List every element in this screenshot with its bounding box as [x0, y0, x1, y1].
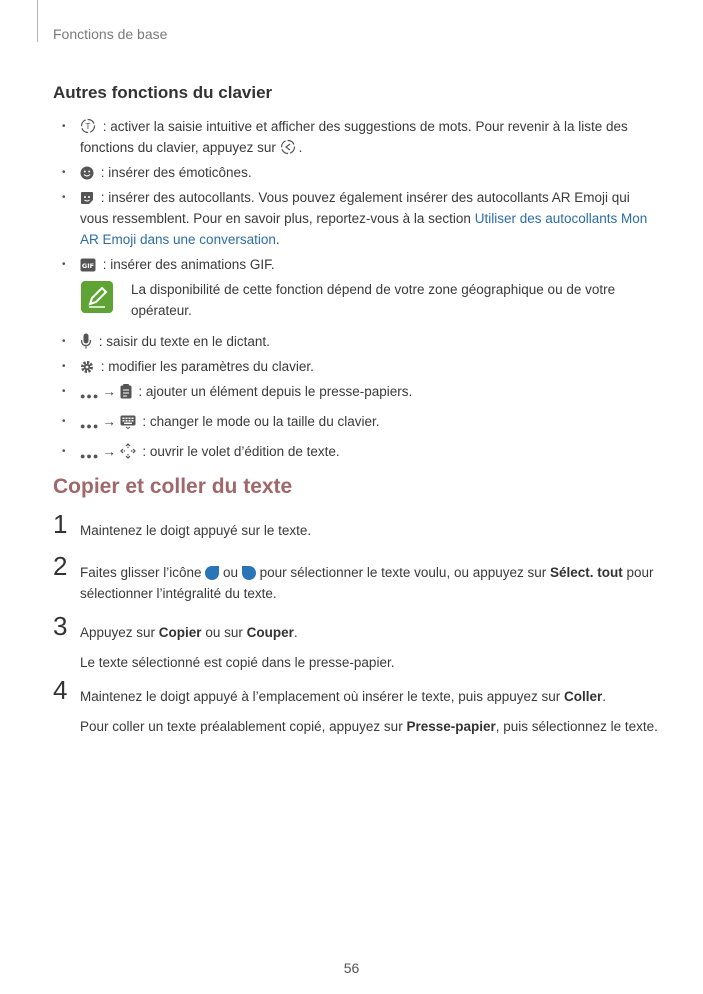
step-number: 4 — [53, 675, 68, 705]
step-text — [80, 686, 660, 737]
list-item-text: : insérer des autocollants. Vous pouvez également insérer des autocollants AR Emoji qui vous ressemblent. Pour en savoir plus, reportez-vous à la section — [80, 190, 630, 226]
sticker-icon — [80, 191, 94, 205]
step-text — [80, 562, 660, 604]
section-header: Fonctions de base — [53, 26, 168, 42]
section-link[interactable]: Utiliser des autocollants Mon AR Emoji dans une conversation — [80, 211, 648, 247]
clipboard-icon — [120, 384, 132, 399]
step-text-part: Faites glisser l’icône — [80, 565, 206, 580]
keyboard-icon — [120, 415, 136, 429]
step-text-part: ou — [219, 565, 242, 580]
list-item-text: : ajouter un élément depuis le presse-papiers. — [134, 384, 413, 399]
copy-section-title: Copier et coller du texte — [53, 475, 293, 498]
paste-label: Coller — [564, 689, 603, 704]
arrow: → — [102, 414, 116, 429]
list-item-text: : ouvrir le volet d’édition de texte. — [138, 444, 340, 459]
list-item — [62, 116, 662, 158]
note-icon — [81, 281, 113, 313]
list-item-end: . — [298, 140, 303, 155]
back-icon — [280, 139, 296, 155]
arrow: → — [102, 444, 116, 459]
list-item-text: : activer la saisie intuitive et afficher des suggestions de mots. Pour revenir à la liste des fonctions du clavier, appuyez sur — [80, 119, 628, 155]
pencil-note-icon — [81, 281, 113, 313]
list-item — [62, 187, 662, 250]
list-item-text: : changer le mode ou la taille du clavier. — [138, 414, 380, 429]
step-text-part: Pour coller un texte préalablement copié, appuyez sur — [80, 719, 407, 734]
step-text-part: pour sélectionner le texte voulu, ou appuyez sur — [255, 565, 551, 580]
right-selection-handle-icon[interactable] — [242, 566, 256, 580]
list-item-text: : saisir du texte en le dictant. — [95, 334, 270, 349]
list-item — [62, 254, 662, 275]
clipboard-label: Presse-papier — [406, 719, 496, 734]
arrow: → — [102, 384, 116, 399]
list-item-text: : insérer des animations GIF. — [99, 257, 275, 272]
list-item — [62, 381, 662, 407]
more-options-icon: ●●● — [80, 421, 100, 431]
svg-text:GIF: • GIF — [81, 262, 95, 270]
left-selection-handle-icon[interactable] — [205, 566, 219, 580]
list-item-text: : modifier les paramètres du clavier. — [97, 359, 314, 374]
step-text-part: pour sélectionner l’intégralité du texte. — [80, 565, 654, 601]
list-item — [62, 331, 662, 352]
page-number: 56 — [343, 960, 360, 976]
more-options-icon: ●●● — [80, 391, 100, 401]
step-number: 3 — [53, 611, 68, 641]
step-subtext: Le texte sélectionné est copié dans le presse-papier. — [80, 655, 395, 670]
list-item-end: . — [275, 232, 280, 247]
list-item — [62, 411, 662, 437]
step-text-part: Appuyez sur — [80, 625, 159, 640]
step-text: Maintenez le doigt appuyé sur le texte. — [80, 523, 312, 538]
step-text-part: . — [602, 689, 607, 704]
list-item — [62, 356, 662, 377]
copy-label: Copier — [158, 625, 202, 640]
text-edit-icon — [120, 443, 136, 459]
step-text — [80, 622, 660, 673]
list-item — [62, 441, 662, 467]
availability-note — [81, 279, 661, 321]
more-options-icon: ●●● — [80, 451, 100, 461]
gif-icon — [80, 258, 96, 272]
keyboard-functions-list-2 — [62, 331, 662, 467]
microphone-icon — [80, 333, 92, 349]
step-text-part: Maintenez le doigt appuyé à l’emplacement où insérer le texte, puis appuyez sur — [80, 689, 565, 704]
list-item — [62, 162, 662, 183]
cut-label: Couper — [246, 625, 294, 640]
gear-icon — [80, 360, 94, 374]
keyboard-functions-list — [62, 116, 662, 275]
list-item-text: : insérer des émoticônes. — [97, 165, 252, 180]
step-text-part: . — [293, 625, 298, 640]
predictive-text-icon — [80, 118, 96, 134]
note-text: La disponibilité de cette fonction dépend de votre zone géographique ou de votre opérateur. — [131, 282, 616, 318]
emoji-face-icon — [80, 166, 94, 180]
margin-rule — [37, 0, 38, 42]
step-number: 1 — [53, 509, 68, 539]
step-text-part: , puis sélectionnez le texte. — [495, 719, 658, 734]
select-all-label: Sélect. tout — [550, 565, 623, 580]
svg-text:T: • T — [85, 122, 91, 131]
keyboard-section-title: Autres fonctions du clavier — [53, 83, 273, 102]
step-number: 2 — [53, 551, 68, 581]
step-subtext — [80, 716, 660, 737]
step-text-part: ou sur — [201, 625, 247, 640]
